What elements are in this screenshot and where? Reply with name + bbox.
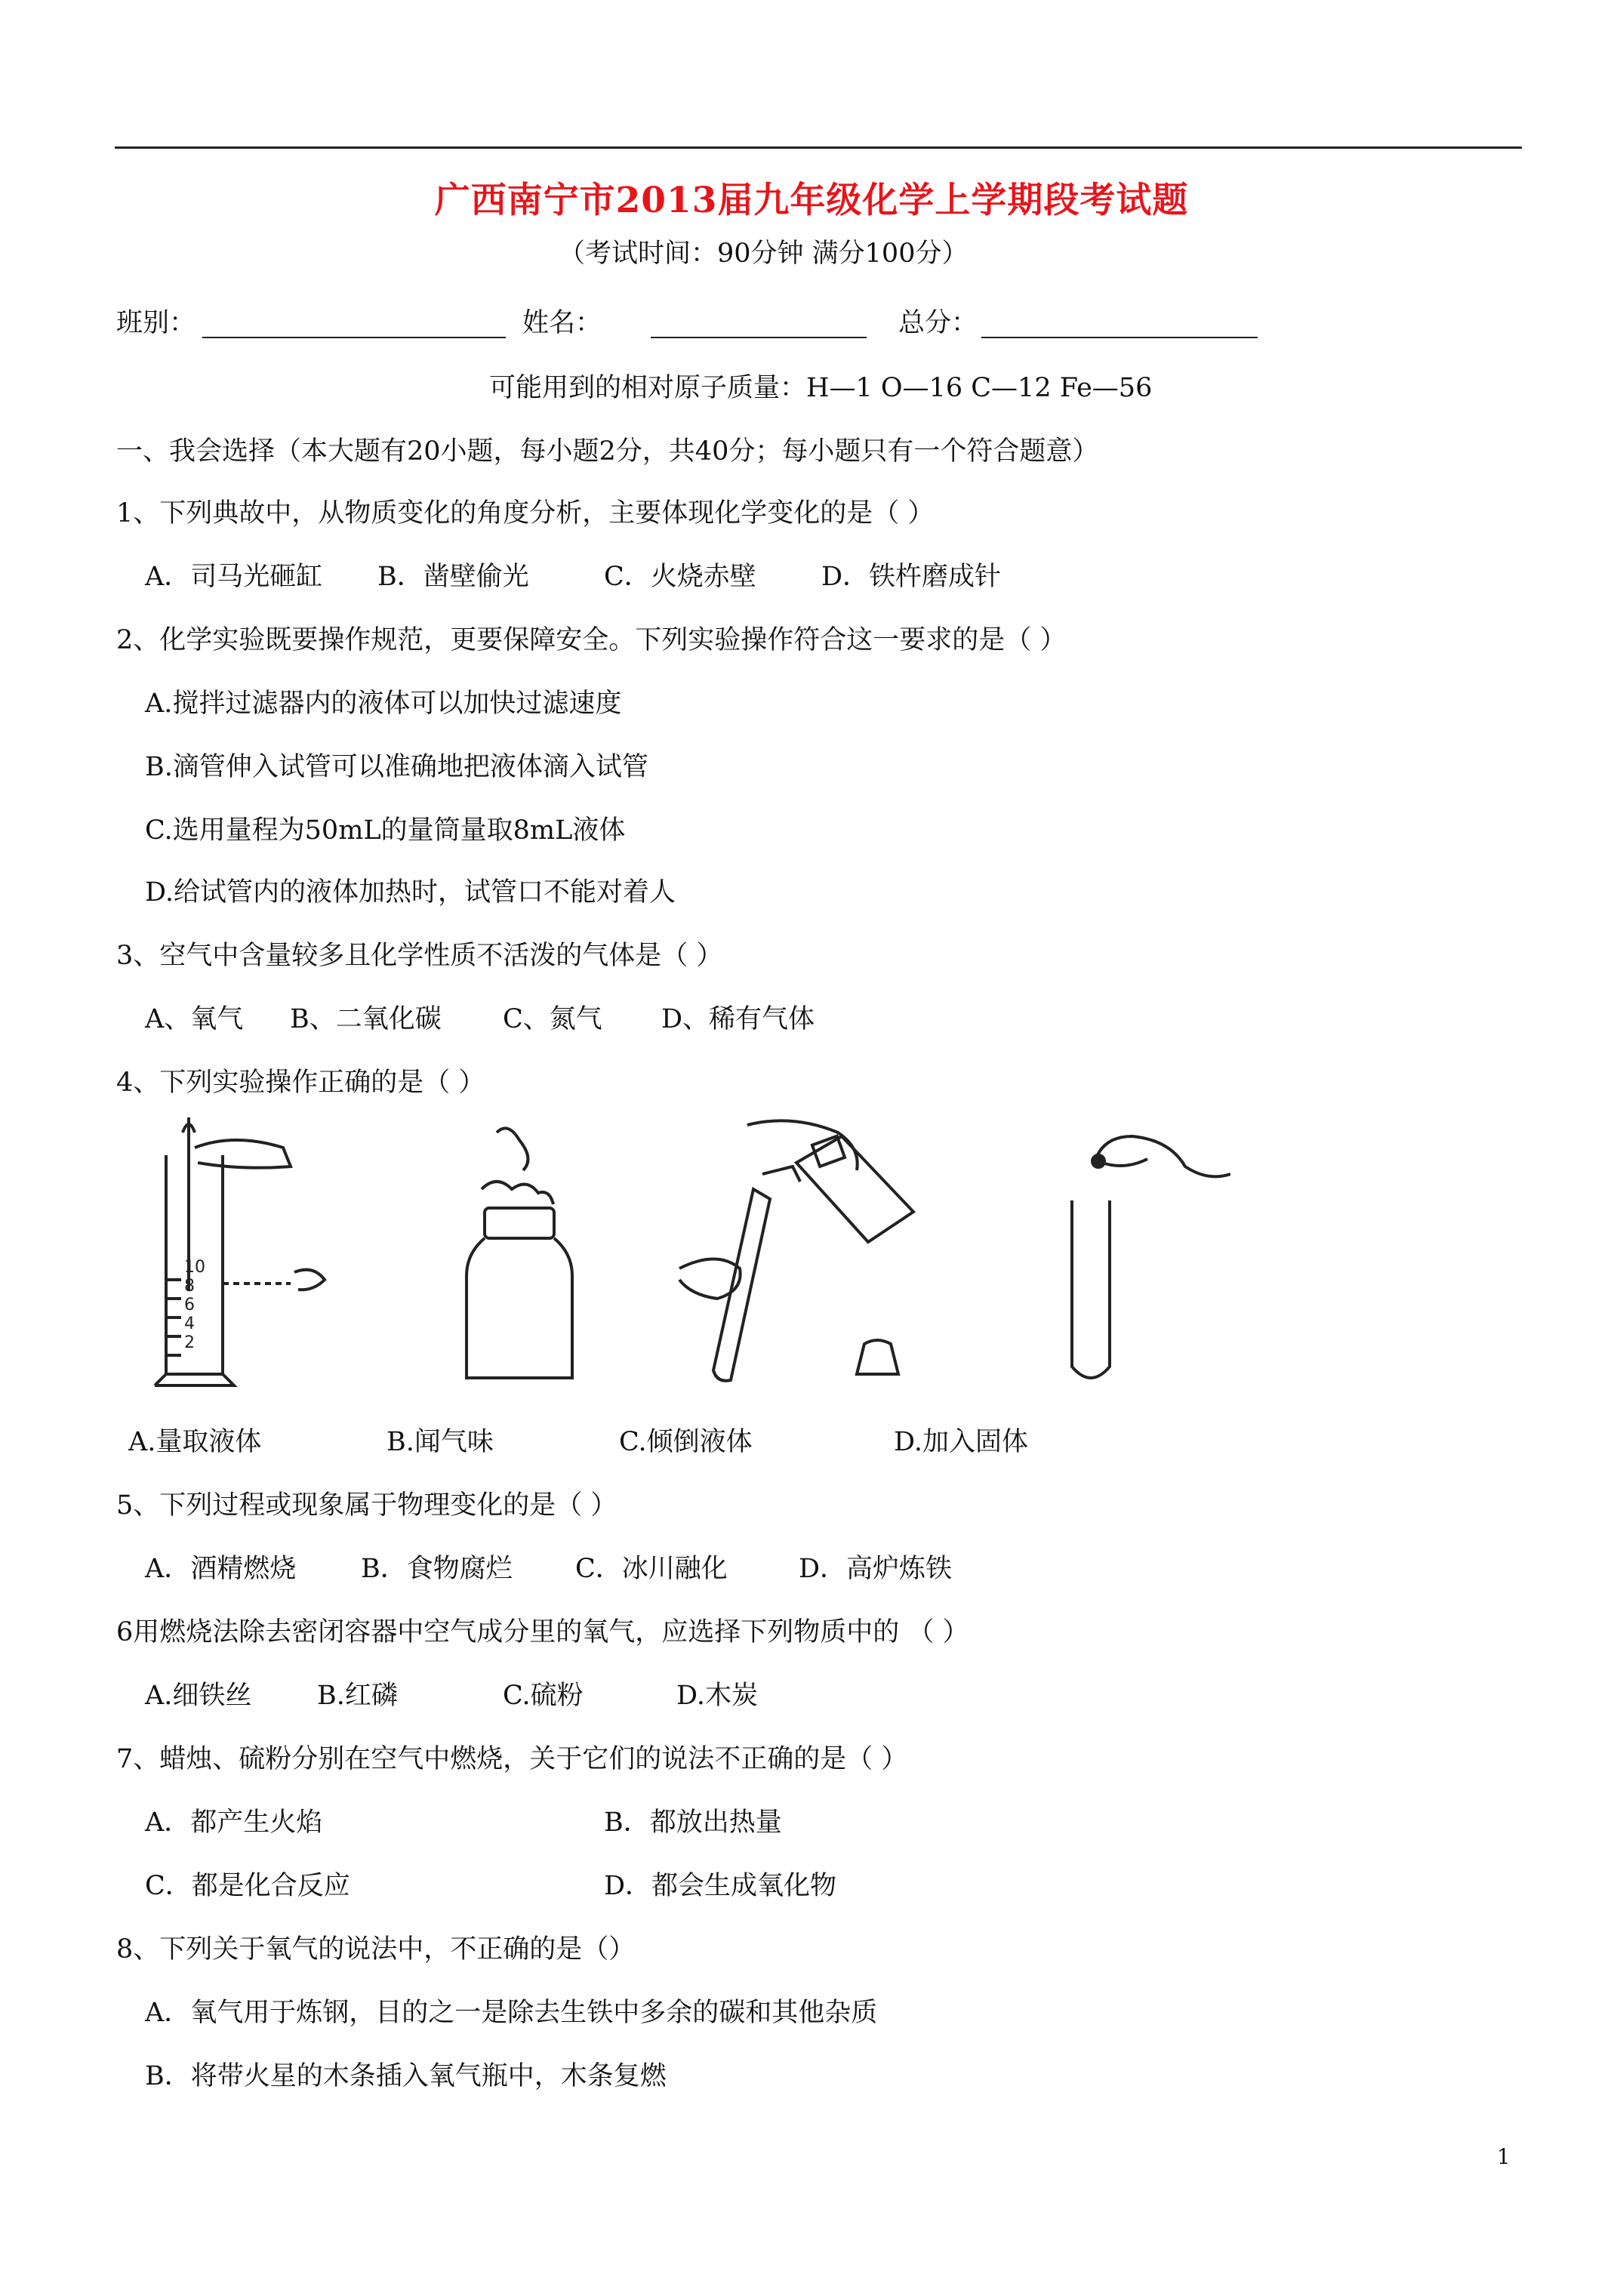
q7-option-a[interactable]: A．都产生火焰 [145,1808,323,1838]
eye-icon [294,1270,325,1290]
hand-outline [195,1140,291,1168]
q5-option-c[interactable]: C．冰川融化 [575,1554,728,1584]
question-1: 1、下列典故中，从物质变化的角度分析，主要体现化学变化的是（ ） [116,498,935,529]
q2-option-d[interactable]: D.给试管内的液体加热时，试管口不能对着人 [145,877,676,908]
q8-option-a[interactable]: A．氧气用于炼钢，目的之一是除去生铁中多余的碳和其他杂质 [145,1998,878,2028]
test-tube [713,1189,770,1381]
tick-label-4: 4 [184,1314,195,1333]
total-label: 总分： [898,308,978,338]
q3-option-b[interactable]: B、二氧化碳 [290,1004,442,1034]
exam-title: 广西南宁市2013届九年级化学上学期段考试题 [434,180,1189,221]
q4-option-c[interactable]: C.倾倒液体 [619,1427,753,1457]
tick-label-10: 10 [184,1258,205,1277]
figure-measuring-cylinder [151,1117,332,1397]
q1-option-d[interactable]: D．铁杵磨成针 [821,562,1002,592]
gas-cloud [482,1182,553,1204]
q1-option-c[interactable]: C．火烧赤壁 [604,562,756,592]
q2-option-b[interactable]: B.滴管伸入试管可以准确地把液体滴入试管 [145,752,648,782]
figure-adding-solid [1049,1117,1230,1397]
q2-option-a[interactable]: A.搅拌过滤器内的液体可以加快过滤速度 [145,689,622,719]
q7-option-d[interactable]: D．都会生成氧化物 [604,1871,837,1901]
section-heading: 一、我会选择（本大题有20小题，每小题2分，共40分；每小题只有一个符合题意） [116,436,1099,467]
figure-pouring-liquid [672,1117,936,1397]
q4-option-a[interactable]: A.量取液体 [128,1427,262,1457]
q3-option-c[interactable]: C、氮气 [503,1004,602,1034]
q1-option-a[interactable]: A．司马光砸缸 [145,562,323,592]
question-5: 5、下列过程或现象属于物理变化的是（ ） [116,1490,617,1521]
q5-option-b[interactable]: B．食物腐烂 [361,1554,513,1584]
q7-option-b[interactable]: B．都放出热量 [604,1808,782,1838]
tick-label-6: 6 [184,1296,195,1314]
question-6: 6用燃烧法除去密闭容器中空气成分里的氧气，应选择下列物质中的 （ ） [116,1617,969,1647]
q2-option-c[interactable]: C.选用量程为50mL的量筒量取8mL液体 [145,815,626,846]
exam-info: （考试时间：90分钟 满分100分） [559,239,969,269]
hand-outline [1095,1136,1230,1176]
q4-option-d[interactable]: D.加入固体 [894,1427,1028,1457]
hand-outline-bottom [679,1259,741,1299]
bottle-body [467,1238,572,1378]
tick-label-8: 8 [184,1277,195,1296]
tick-label-2: 2 [184,1333,195,1352]
q5-option-a[interactable]: A．酒精燃烧 [145,1554,297,1584]
q7-option-c[interactable]: C．都是化合反应 [145,1871,350,1901]
header-rule [115,146,1522,149]
solid-granule [1092,1155,1104,1167]
atomic-mass-note: 可能用到的相对原子质量：H—1 O—16 C—12 Fe—56 [489,373,1153,403]
q4-option-b[interactable]: B.闻气味 [387,1427,494,1457]
class-label: 班别： [116,308,196,338]
question-8: 8、下列关于氧气的说法中，不正确的是（） [116,1934,636,1965]
class-blank[interactable] [202,337,506,338]
question-2: 2、化学实验既要操作规范，更要保障安全。下列实验操作符合这一要求的是（ ） [116,625,1067,655]
q1-option-b[interactable]: B．凿壁偷光 [377,562,529,592]
q3-option-d[interactable]: D、稀有气体 [661,1004,815,1034]
q3-option-a[interactable]: A、氧气 [145,1004,244,1034]
figure-smelling-bottle [451,1117,602,1397]
q8-option-b[interactable]: B．将带火星的木条插入氧气瓶中，木条复燃 [145,2061,667,2091]
name-label: 姓名： [522,308,602,338]
bottle-stopper [485,1208,554,1238]
question-7: 7、蜡烛、硫粉分别在空气中燃烧，关于它们的说法不正确的是（ ） [116,1744,908,1774]
face-outline [497,1128,528,1170]
q6-option-a[interactable]: A.细铁丝 [145,1681,252,1711]
name-blank[interactable] [651,337,867,338]
bottle-cap [857,1340,898,1374]
q6-option-b[interactable]: B.红磷 [317,1681,398,1711]
q5-option-d[interactable]: D．高炉炼铁 [799,1554,953,1584]
q6-option-c[interactable]: C.硫粉 [503,1681,584,1711]
test-tube [1072,1200,1110,1378]
q6-option-d[interactable]: D.木炭 [676,1681,758,1711]
total-blank[interactable] [981,337,1258,338]
question-4: 4、下列实验操作正确的是（ ） [116,1068,485,1098]
question-3: 3、空气中含量较多且化学性质不活泼的气体是（ ） [116,941,723,971]
page-number: 1 [1497,2144,1511,2169]
